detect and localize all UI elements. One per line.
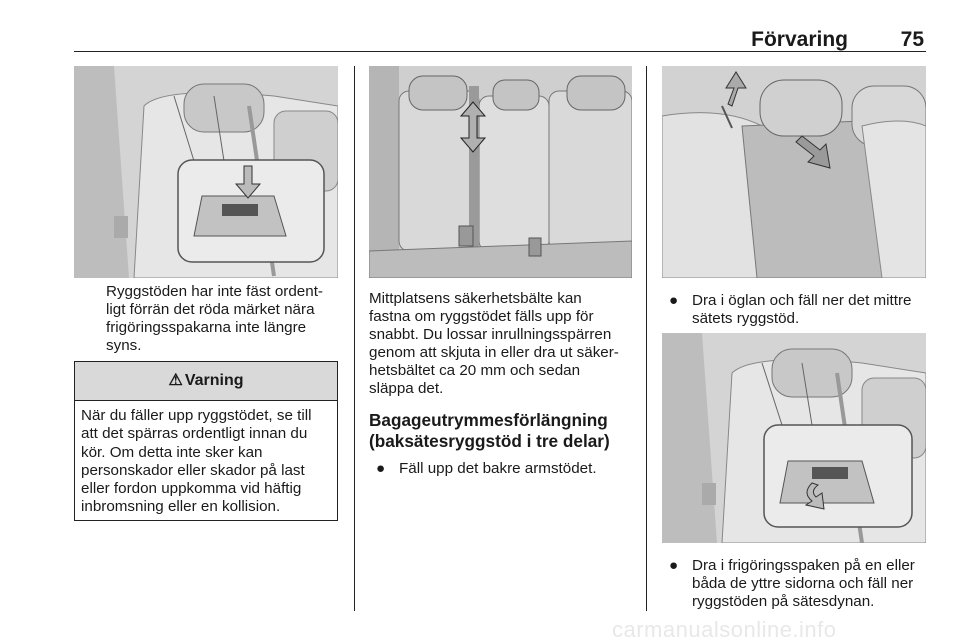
column-divider-2 (646, 66, 647, 611)
bullet-fold-middle (669, 292, 926, 332)
warning-line: eller fordon uppkomma vid häftig (81, 480, 302, 498)
seat-backrest-release-lever-icon (74, 66, 338, 278)
warning-line: När du fäller upp ryggstödet, se till (81, 407, 312, 424)
watermark: carmanualsonline.info (612, 617, 837, 642)
figure-center-belt (369, 66, 632, 278)
warning-box (74, 361, 338, 521)
heading-line: Bagageutrymmesförlängning (369, 410, 608, 430)
heading-line: (baksätesryggstöd i tre delar) (369, 431, 610, 451)
paragraph-line: fastna om ryggstödet fälls upp för (369, 308, 594, 325)
warning-title: Varning (184, 372, 244, 389)
column-divider-1 (354, 66, 355, 611)
bullet-icon: ● (669, 557, 679, 574)
warning-header (75, 362, 337, 401)
figure-middle-fold (662, 66, 926, 278)
outer-seat-release-lever-icon (662, 333, 926, 543)
warning-line: personskador eller skador på last (81, 461, 305, 479)
figure-outer-lever (662, 333, 926, 543)
section-title: Förvaring (751, 28, 848, 51)
header-rule (74, 51, 926, 52)
bullet-icon: ● (669, 292, 679, 309)
bullet-text (692, 292, 926, 328)
bullet-text: Fäll upp det bakre armstödet. (399, 460, 597, 477)
figure-caption (106, 283, 338, 355)
bullet-line: Dra i öglan och fäll ner det mittre (692, 292, 912, 309)
warning-icon: ⚠ (168, 372, 183, 389)
warning-line: kör. Om detta inte sker kan (81, 443, 263, 461)
page-header (74, 28, 926, 50)
warning-line: inbromsning eller en kollision. (81, 498, 281, 516)
bullet-line: ryggstöden på sätesdynan. (692, 593, 875, 610)
paragraph-line: hetsbältet ca 20 mm och sedan (369, 362, 581, 379)
section-heading (369, 410, 633, 452)
page-number: 75 (900, 28, 924, 51)
bullet-line: Dra i frigöringsspaken på en eller (692, 557, 915, 574)
bullet-line: båda de yttre sidorna och fäll ner (692, 575, 914, 592)
bullet-icon: ● (376, 460, 386, 477)
belt-paragraph (369, 290, 633, 398)
caption-line: Ryggstöden har inte fäst ordent- (106, 283, 323, 300)
paragraph-line: Mittplatsens säkerhetsbälte kan (369, 290, 582, 307)
caption-line: frigöringsspakarna inte längre (106, 319, 307, 336)
bullet-text (692, 557, 926, 611)
bullet-line: sätets ryggstöd. (692, 310, 800, 327)
paragraph-line: genom att skjuta in eller dra ut säker- (369, 344, 619, 361)
center-seat-belt-icon (369, 66, 632, 278)
figure-backrest-lever (74, 66, 338, 278)
paragraph-line: snabbt. Du lossar inrullningsspärren (369, 326, 612, 343)
bullet-armrest (376, 460, 633, 480)
paragraph-line: släppa det. (369, 380, 444, 397)
warning-line: att det spärras ordentligt innan du (81, 425, 308, 443)
middle-seat-fold-icon (662, 66, 926, 278)
bullet-outer-fold (669, 557, 926, 613)
warning-body (75, 401, 337, 517)
caption-line: syns. (106, 337, 142, 354)
caption-line: ligt förrän det röda märket nära (106, 301, 315, 318)
